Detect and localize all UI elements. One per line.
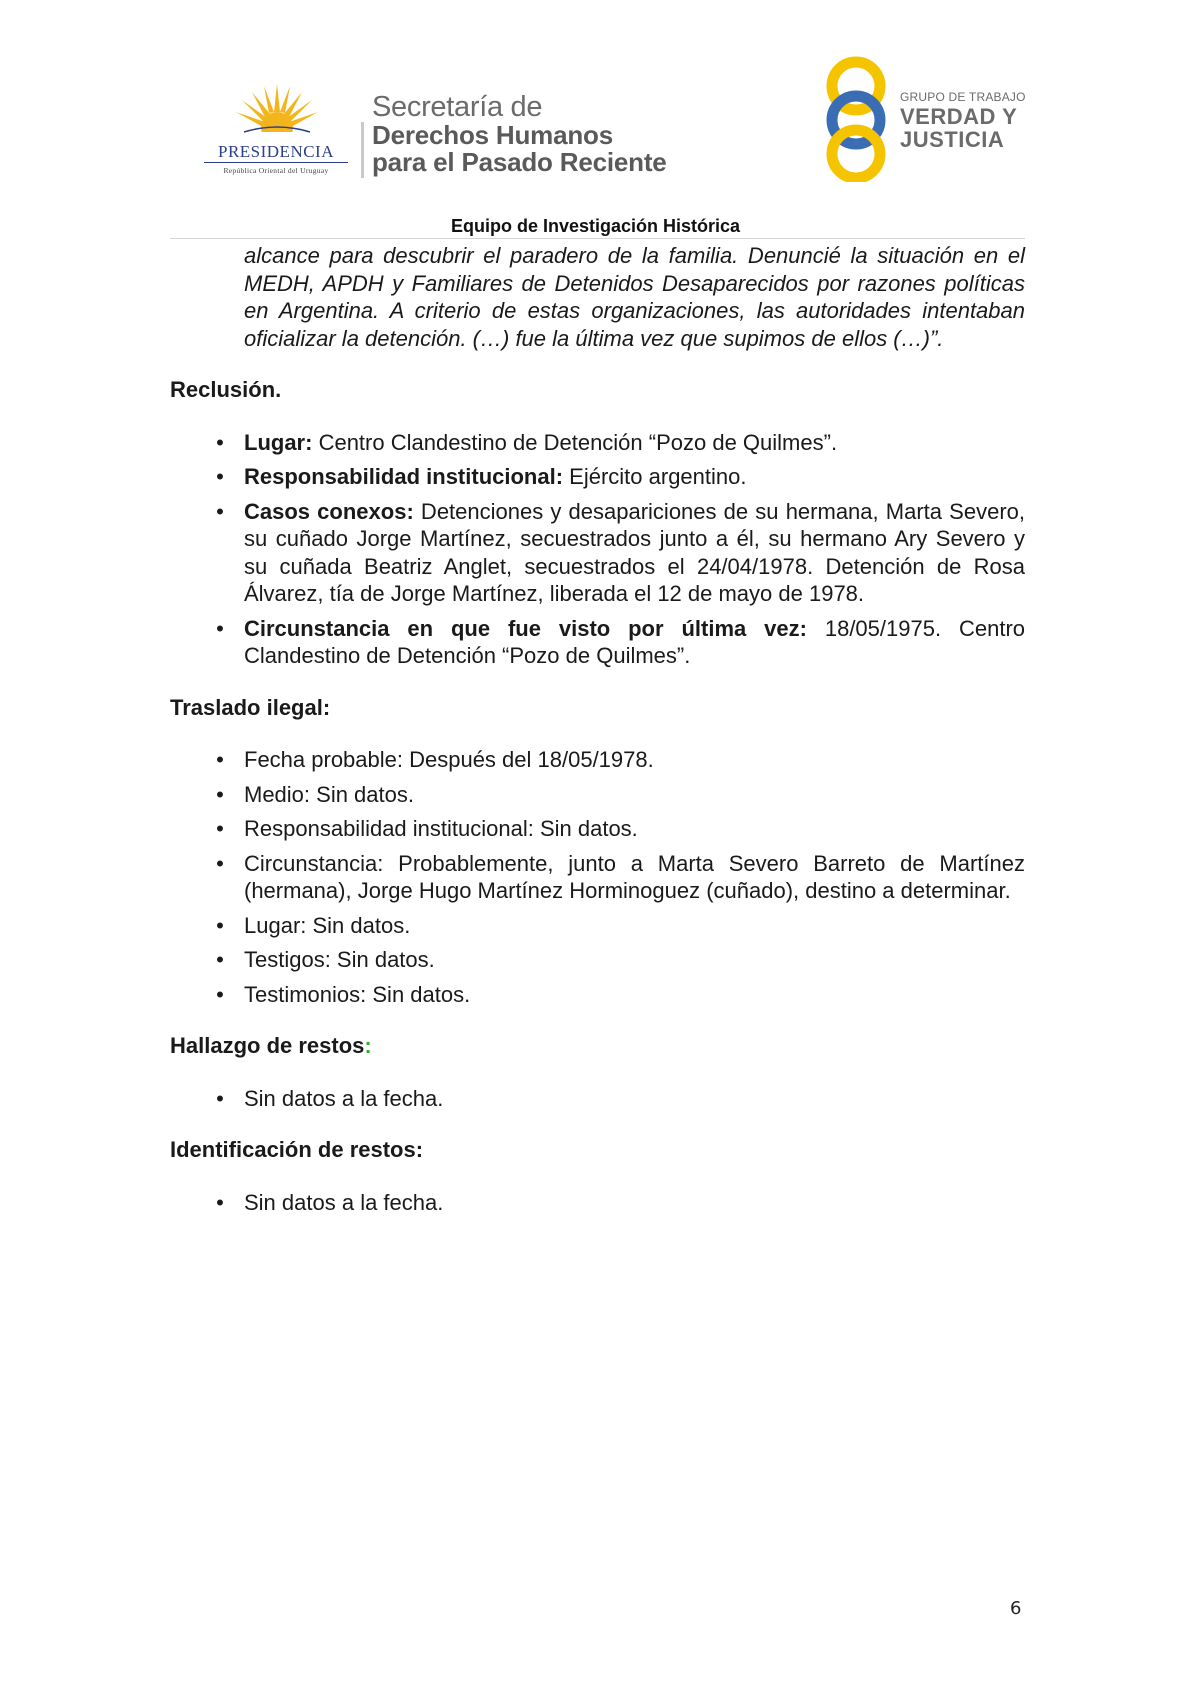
header-divider bbox=[170, 238, 1025, 239]
item-text: Lugar: Sin datos. bbox=[244, 912, 411, 938]
item-text: Detenciones y desapariciones de su hermana, Marta Severo, su cuñado Jorge Martínez, secuestrados junto a él, su hermano Ary Severo y su cuñada Beatriz Anglet, secuestrados el 24/04/1978. Detención de Rosa Álvarez, tía de Jorge Martínez, liberada el 12 de mayo de 1978. bbox=[244, 498, 1025, 606]
item-label: Circunstancia en que fue visto por última vez: bbox=[244, 615, 807, 641]
secretaria-line-1: Secretaría de bbox=[372, 91, 543, 123]
bullet-icon: • bbox=[216, 1085, 224, 1111]
presidencia-name: PRESIDENCIA bbox=[217, 142, 334, 161]
item-text: Medio: Sin datos. bbox=[244, 781, 414, 807]
bullet-icon: • bbox=[216, 464, 224, 489]
hallazgo-list bbox=[170, 1085, 1025, 1113]
bullet-icon: • bbox=[216, 1189, 224, 1215]
list-item bbox=[170, 815, 1025, 843]
bullet-icon: • bbox=[216, 429, 224, 455]
team-heading: Equipo de Investigación Histórica bbox=[450, 216, 741, 236]
bullet-icon: • bbox=[216, 498, 224, 524]
item-text: Ejército argentino. bbox=[563, 464, 747, 489]
list-item bbox=[170, 781, 1025, 809]
document-body bbox=[170, 242, 1025, 1223]
list-item bbox=[170, 429, 1025, 457]
item-label: Lugar: bbox=[244, 429, 313, 455]
section-title-hallazgo bbox=[170, 1032, 1025, 1060]
item-label: Responsabilidad institucional: bbox=[244, 464, 564, 489]
presidencia-logo bbox=[196, 82, 356, 178]
section-title-colon: : bbox=[364, 1033, 372, 1058]
list-item bbox=[170, 946, 1025, 974]
bullet-icon: • bbox=[216, 816, 224, 841]
gtvj-small-label: GRUPO DE TRABAJO bbox=[900, 90, 1026, 104]
secretaria-logo-text bbox=[372, 92, 667, 176]
secretaria-divider bbox=[361, 122, 364, 178]
item-text: Sin datos a la fecha. bbox=[244, 1085, 444, 1111]
presidencia-subtitle: República Oriental del Uruguay bbox=[223, 166, 329, 175]
secretaria-line-3: para el Pasado Reciente bbox=[372, 147, 667, 177]
testimony-quote: alcance para descubrir el paradero de la familia. Denuncié la situación en el MEDH, APDH y Familiares de Detenidos Desaparecidos por razones políticas en Argentina. A criterio de estas organizaciones, las autoridades intentaban oficializar la detención. (…) fue la última vez que supimos de ellos (…)”. bbox=[244, 243, 1025, 351]
secretaria-line-2: Derechos Humanos bbox=[372, 120, 613, 150]
section-title-identificacion: Identificación de restos: bbox=[170, 1137, 424, 1162]
section-title-text: Hallazgo de restos bbox=[170, 1033, 365, 1058]
list-item bbox=[170, 498, 1025, 608]
item-text: Fecha probable: Después del 18/05/1978. bbox=[244, 747, 654, 772]
section-title-traslado: Traslado ilegal: bbox=[170, 694, 331, 720]
list-item bbox=[170, 912, 1025, 940]
presidencia-divider bbox=[204, 162, 348, 163]
sun-emblem-icon bbox=[232, 82, 322, 146]
item-text: Sin datos a la fecha. bbox=[244, 1189, 444, 1215]
bullet-icon: • bbox=[216, 912, 224, 938]
item-label: Casos conexos: bbox=[244, 498, 414, 524]
bullet-icon: • bbox=[216, 947, 224, 972]
list-item bbox=[170, 1085, 1025, 1113]
bullet-icon: • bbox=[216, 850, 224, 876]
list-item bbox=[170, 1189, 1025, 1217]
gtvj-title-line-2: JUSTICIA bbox=[900, 127, 1005, 152]
list-item bbox=[170, 746, 1025, 774]
item-text: 18/05/1975. Centro Clandestino de Detención “Pozo de Quilmes”. bbox=[244, 615, 1026, 668]
item-text: Responsabilidad institucional: Sin datos. bbox=[244, 816, 638, 841]
section-title-reclusion: Reclusión. bbox=[170, 377, 282, 402]
list-item bbox=[170, 850, 1025, 905]
interlinked-rings-icon bbox=[818, 56, 898, 182]
list-item bbox=[170, 463, 1025, 491]
page-number: 6 bbox=[1010, 1598, 1022, 1619]
bullet-icon: • bbox=[216, 615, 224, 641]
item-text: Testigos: Sin datos. bbox=[244, 947, 435, 972]
item-text: Testimonios: Sin datos. bbox=[244, 981, 471, 1007]
gtvj-logo bbox=[818, 56, 1028, 182]
bullet-icon: • bbox=[216, 781, 224, 807]
identificacion-list bbox=[170, 1189, 1025, 1217]
page-header bbox=[0, 0, 1191, 240]
reclusion-list bbox=[170, 429, 1025, 670]
list-item bbox=[170, 615, 1025, 670]
gtvj-title-line-1: VERDAD Y bbox=[900, 104, 1018, 129]
item-text: Centro Clandestino de Detención “Pozo de Quilmes”. bbox=[312, 429, 838, 455]
bullet-icon: • bbox=[216, 747, 224, 772]
item-text: Circunstancia: Probablemente, junto a Marta Severo Barreto de Martínez (hermana), Jorge Hugo Martínez Horminoguez (cuñado), destino a determinar. bbox=[244, 850, 1025, 903]
list-item bbox=[170, 981, 1025, 1009]
bullet-icon: • bbox=[216, 981, 224, 1007]
traslado-list bbox=[170, 746, 1025, 1008]
